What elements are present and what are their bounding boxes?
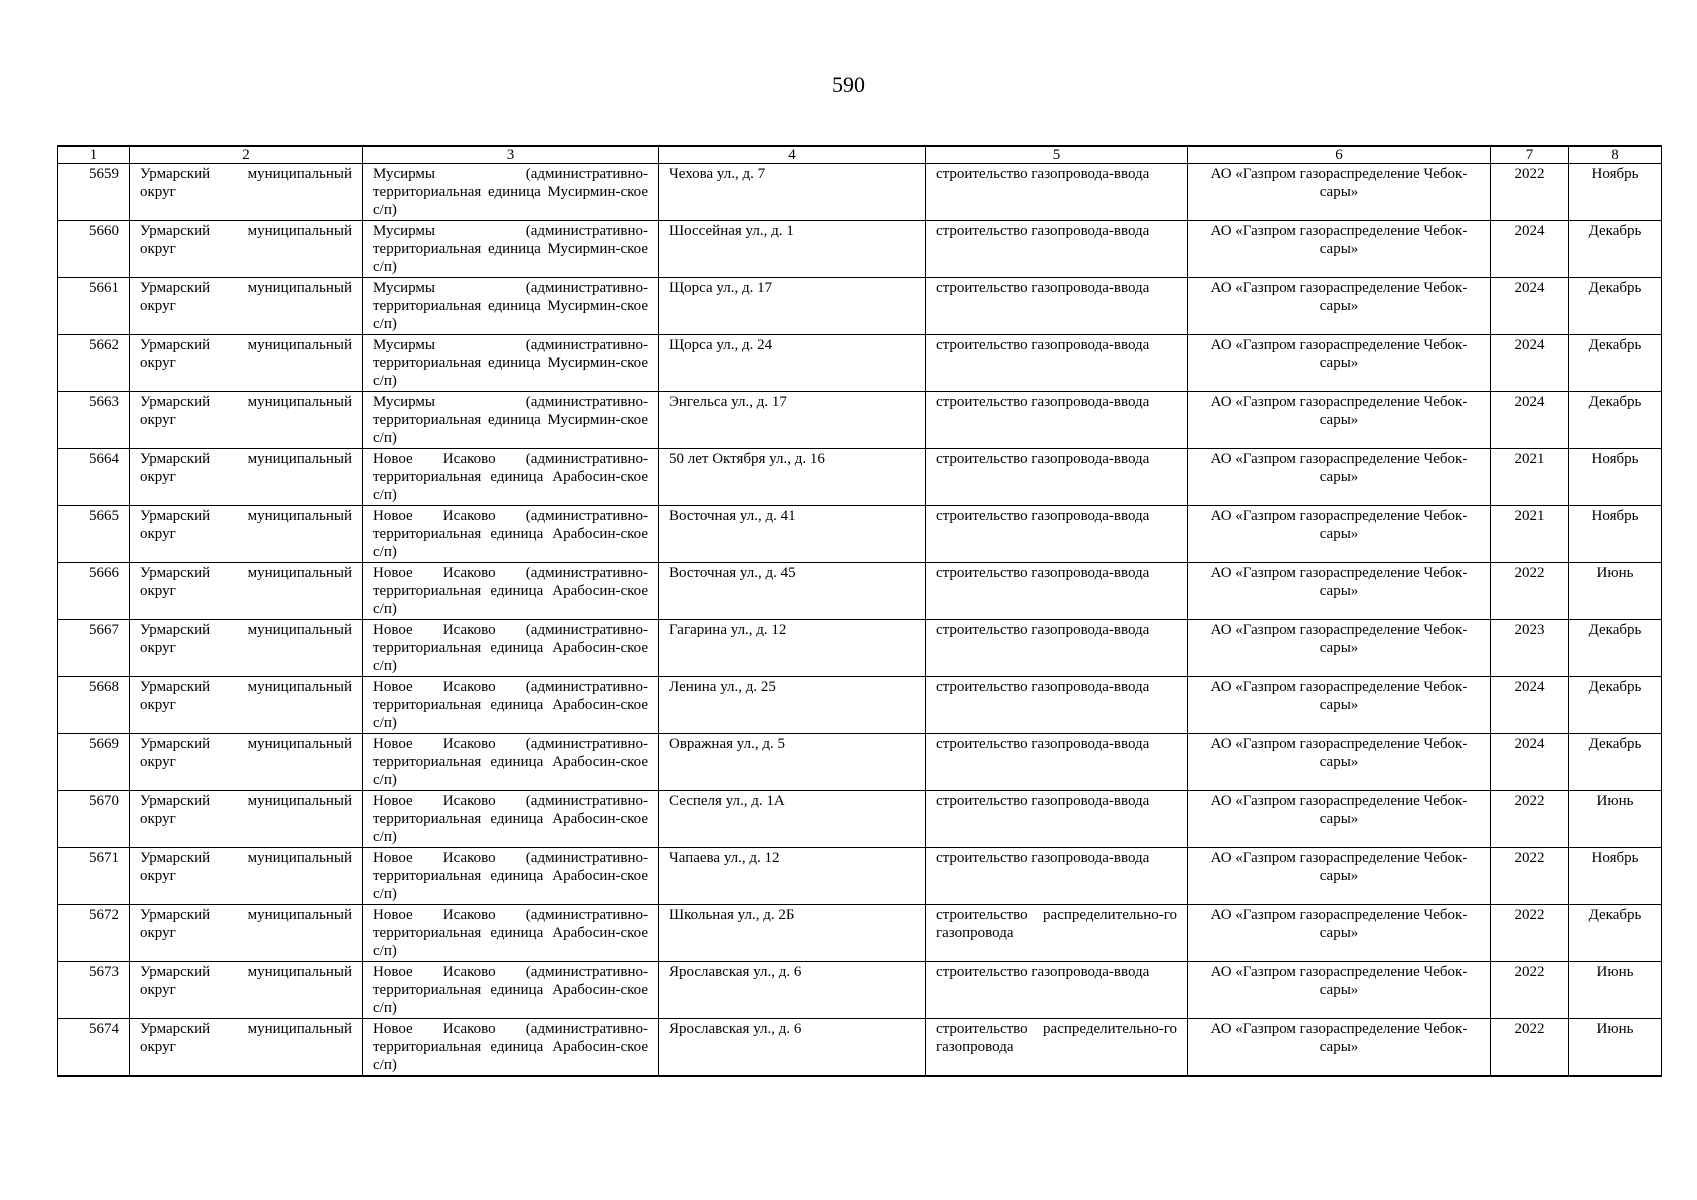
address-cell: Шоссейная ул., д. 1 — [659, 221, 926, 278]
column-header: 8 — [1569, 146, 1662, 164]
settlement-cell: Мусирмы (административно-территориальная единица Мусирмин-ское с/п) — [363, 278, 659, 335]
district-cell: Урмарский муниципальный округ — [130, 620, 363, 677]
row-number-cell: 5674 — [58, 1019, 130, 1076]
work-type-cell: строительство газопровода-ввода — [926, 392, 1188, 449]
organization-cell: АО «Газпром газораспределение Чебок-сары» — [1188, 791, 1491, 848]
district-cell: Урмарский муниципальный округ — [130, 677, 363, 734]
work-type-cell: строительство газопровода-ввода — [926, 620, 1188, 677]
month-cell: Декабрь — [1569, 734, 1662, 791]
address-cell: Ленина ул., д. 25 — [659, 677, 926, 734]
address-cell: Гагарина ул., д. 12 — [659, 620, 926, 677]
year-cell: 2022 — [1491, 905, 1569, 962]
settlement-cell: Новое Исаково (административно-территориальная единица Арабосин-ское с/п) — [363, 563, 659, 620]
month-cell: Декабрь — [1569, 392, 1662, 449]
work-type-cell: строительство газопровода-ввода — [926, 677, 1188, 734]
table-row — [58, 221, 1662, 278]
month-cell: Декабрь — [1569, 905, 1662, 962]
year-cell: 2024 — [1491, 392, 1569, 449]
row-number-cell: 5664 — [58, 449, 130, 506]
work-type-cell: строительство распределительно-го газопровода — [926, 905, 1188, 962]
address-cell: Щорса ул., д. 24 — [659, 335, 926, 392]
table-row — [58, 791, 1662, 848]
row-number-cell: 5660 — [58, 221, 130, 278]
table-row — [58, 734, 1662, 791]
settlement-cell: Мусирмы (административно-территориальная единица Мусирмин-ское с/п) — [363, 221, 659, 278]
organization-cell: АО «Газпром газораспределение Чебок-сары» — [1188, 905, 1491, 962]
work-type-cell: строительство газопровода-ввода — [926, 848, 1188, 905]
column-header: 6 — [1188, 146, 1491, 164]
district-cell: Урмарский муниципальный округ — [130, 734, 363, 791]
settlement-cell: Новое Исаково (административно-территориальная единица Арабосин-ское с/п) — [363, 677, 659, 734]
work-type-cell: строительство газопровода-ввода — [926, 221, 1188, 278]
address-cell: Ярославская ул., д. 6 — [659, 1019, 926, 1076]
year-cell: 2022 — [1491, 791, 1569, 848]
district-cell: Урмарский муниципальный округ — [130, 164, 363, 221]
address-cell: Чапаева ул., д. 12 — [659, 848, 926, 905]
address-cell: Школьная ул., д. 2Б — [659, 905, 926, 962]
month-cell: Ноябрь — [1569, 848, 1662, 905]
year-cell: 2024 — [1491, 677, 1569, 734]
organization-cell: АО «Газпром газораспределение Чебок-сары» — [1188, 335, 1491, 392]
month-cell: Ноябрь — [1569, 164, 1662, 221]
column-header: 4 — [659, 146, 926, 164]
settlement-cell: Мусирмы (административно-территориальная единица Мусирмин-ское с/п) — [363, 392, 659, 449]
table-row — [58, 848, 1662, 905]
table-row — [58, 677, 1662, 734]
row-number-cell: 5668 — [58, 677, 130, 734]
table-row — [58, 905, 1662, 962]
year-cell: 2022 — [1491, 848, 1569, 905]
settlement-cell: Мусирмы (административно-территориальная единица Мусирмин-ское с/п) — [363, 164, 659, 221]
district-cell: Урмарский муниципальный округ — [130, 335, 363, 392]
district-cell: Урмарский муниципальный округ — [130, 905, 363, 962]
year-cell: 2023 — [1491, 620, 1569, 677]
work-type-cell: строительство газопровода-ввода — [926, 734, 1188, 791]
table-row — [58, 962, 1662, 1019]
organization-cell: АО «Газпром газораспределение Чебок-сары» — [1188, 221, 1491, 278]
address-cell: Чехова ул., д. 7 — [659, 164, 926, 221]
row-number-cell: 5659 — [58, 164, 130, 221]
district-cell: Урмарский муниципальный округ — [130, 791, 363, 848]
address-cell: Энгельса ул., д. 17 — [659, 392, 926, 449]
row-number-cell: 5673 — [58, 962, 130, 1019]
year-cell: 2021 — [1491, 506, 1569, 563]
table-row — [58, 506, 1662, 563]
column-header: 3 — [363, 146, 659, 164]
gasification-schedule-table — [57, 145, 1662, 1077]
table-row — [58, 620, 1662, 677]
column-header: 7 — [1491, 146, 1569, 164]
row-number-cell: 5665 — [58, 506, 130, 563]
address-cell: Восточная ул., д. 41 — [659, 506, 926, 563]
address-cell: Ярославская ул., д. 6 — [659, 962, 926, 1019]
work-type-cell: строительство газопровода-ввода — [926, 506, 1188, 563]
district-cell: Урмарский муниципальный округ — [130, 563, 363, 620]
district-cell: Урмарский муниципальный округ — [130, 506, 363, 563]
row-number-cell: 5663 — [58, 392, 130, 449]
year-cell: 2024 — [1491, 734, 1569, 791]
work-type-cell: строительство газопровода-ввода — [926, 335, 1188, 392]
district-cell: Урмарский муниципальный округ — [130, 278, 363, 335]
address-cell: 50 лет Октября ул., д. 16 — [659, 449, 926, 506]
month-cell: Июнь — [1569, 962, 1662, 1019]
month-cell: Ноябрь — [1569, 506, 1662, 563]
settlement-cell: Новое Исаково (административно-территориальная единица Арабосин-ское с/п) — [363, 449, 659, 506]
settlement-cell: Новое Исаково (административно-территориальная единица Арабосин-ское с/п) — [363, 848, 659, 905]
table-row — [58, 563, 1662, 620]
column-header: 5 — [926, 146, 1188, 164]
settlement-cell: Новое Исаково (административно-территориальная единица Арабосин-ское с/п) — [363, 734, 659, 791]
settlement-cell: Новое Исаково (административно-территориальная единица Арабосин-ское с/п) — [363, 962, 659, 1019]
organization-cell: АО «Газпром газораспределение Чебок-сары» — [1188, 677, 1491, 734]
organization-cell: АО «Газпром газораспределение Чебок-сары» — [1188, 164, 1491, 221]
district-cell: Урмарский муниципальный округ — [130, 221, 363, 278]
row-number-cell: 5669 — [58, 734, 130, 791]
year-cell: 2022 — [1491, 563, 1569, 620]
page-number: 590 — [832, 72, 865, 97]
month-cell: Июнь — [1569, 563, 1662, 620]
table-row — [58, 335, 1662, 392]
organization-cell: АО «Газпром газораспределение Чебок-сары» — [1188, 1019, 1491, 1076]
address-cell: Сеспеля ул., д. 1А — [659, 791, 926, 848]
settlement-cell: Новое Исаково (административно-территориальная единица Арабосин-ское с/п) — [363, 905, 659, 962]
work-type-cell: строительство газопровода-ввода — [926, 278, 1188, 335]
table-row — [58, 449, 1662, 506]
year-cell: 2024 — [1491, 278, 1569, 335]
year-cell: 2022 — [1491, 1019, 1569, 1076]
settlement-cell: Новое Исаково (административно-территориальная единица Арабосин-ское с/п) — [363, 791, 659, 848]
row-number-cell: 5667 — [58, 620, 130, 677]
table-row — [58, 392, 1662, 449]
year-cell: 2024 — [1491, 335, 1569, 392]
month-cell: Декабрь — [1569, 620, 1662, 677]
district-cell: Урмарский муниципальный округ — [130, 449, 363, 506]
column-number-row — [58, 146, 1662, 164]
month-cell: Июнь — [1569, 1019, 1662, 1076]
row-number-cell: 5661 — [58, 278, 130, 335]
table-row — [58, 278, 1662, 335]
organization-cell: АО «Газпром газораспределение Чебок-сары» — [1188, 962, 1491, 1019]
address-cell: Щорса ул., д. 17 — [659, 278, 926, 335]
work-type-cell: строительство газопровода-ввода — [926, 962, 1188, 1019]
organization-cell: АО «Газпром газораспределение Чебок-сары» — [1188, 392, 1491, 449]
year-cell: 2024 — [1491, 221, 1569, 278]
address-cell: Овражная ул., д. 5 — [659, 734, 926, 791]
work-type-cell: строительство газопровода-ввода — [926, 791, 1188, 848]
table-body — [58, 164, 1662, 1076]
address-cell: Восточная ул., д. 45 — [659, 563, 926, 620]
organization-cell: АО «Газпром газораспределение Чебок-сары» — [1188, 563, 1491, 620]
table-row — [58, 1019, 1662, 1076]
year-cell: 2022 — [1491, 962, 1569, 1019]
organization-cell: АО «Газпром газораспределение Чебок-сары» — [1188, 734, 1491, 791]
district-cell: Урмарский муниципальный округ — [130, 1019, 363, 1076]
settlement-cell: Мусирмы (административно-территориальная единица Мусирмин-ское с/п) — [363, 335, 659, 392]
organization-cell: АО «Газпром газораспределение Чебок-сары» — [1188, 449, 1491, 506]
work-type-cell: строительство газопровода-ввода — [926, 449, 1188, 506]
district-cell: Урмарский муниципальный округ — [130, 392, 363, 449]
row-number-cell: 5670 — [58, 791, 130, 848]
work-type-cell: строительство газопровода-ввода — [926, 563, 1188, 620]
year-cell: 2021 — [1491, 449, 1569, 506]
column-header: 1 — [58, 146, 130, 164]
row-number-cell: 5672 — [58, 905, 130, 962]
settlement-cell: Новое Исаково (административно-территориальная единица Арабосин-ское с/п) — [363, 506, 659, 563]
work-type-cell: строительство распределительно-го газопровода — [926, 1019, 1188, 1076]
settlement-cell: Новое Исаково (административно-территориальная единица Арабосин-ское с/п) — [363, 620, 659, 677]
row-number-cell: 5662 — [58, 335, 130, 392]
row-number-cell: 5671 — [58, 848, 130, 905]
month-cell: Ноябрь — [1569, 449, 1662, 506]
year-cell: 2022 — [1491, 164, 1569, 221]
column-header: 2 — [130, 146, 363, 164]
settlement-cell: Новое Исаково (административно-территориальная единица Арабосин-ское с/п) — [363, 1019, 659, 1076]
month-cell: Декабрь — [1569, 278, 1662, 335]
row-number-cell: 5666 — [58, 563, 130, 620]
organization-cell: АО «Газпром газораспределение Чебок-сары» — [1188, 506, 1491, 563]
month-cell: Декабрь — [1569, 335, 1662, 392]
organization-cell: АО «Газпром газораспределение Чебок-сары» — [1188, 620, 1491, 677]
organization-cell: АО «Газпром газораспределение Чебок-сары» — [1188, 848, 1491, 905]
district-cell: Урмарский муниципальный округ — [130, 962, 363, 1019]
month-cell: Июнь — [1569, 791, 1662, 848]
month-cell: Декабрь — [1569, 221, 1662, 278]
district-cell: Урмарский муниципальный округ — [130, 848, 363, 905]
table-row — [58, 164, 1662, 221]
month-cell: Декабрь — [1569, 677, 1662, 734]
organization-cell: АО «Газпром газораспределение Чебок-сары» — [1188, 278, 1491, 335]
work-type-cell: строительство газопровода-ввода — [926, 164, 1188, 221]
